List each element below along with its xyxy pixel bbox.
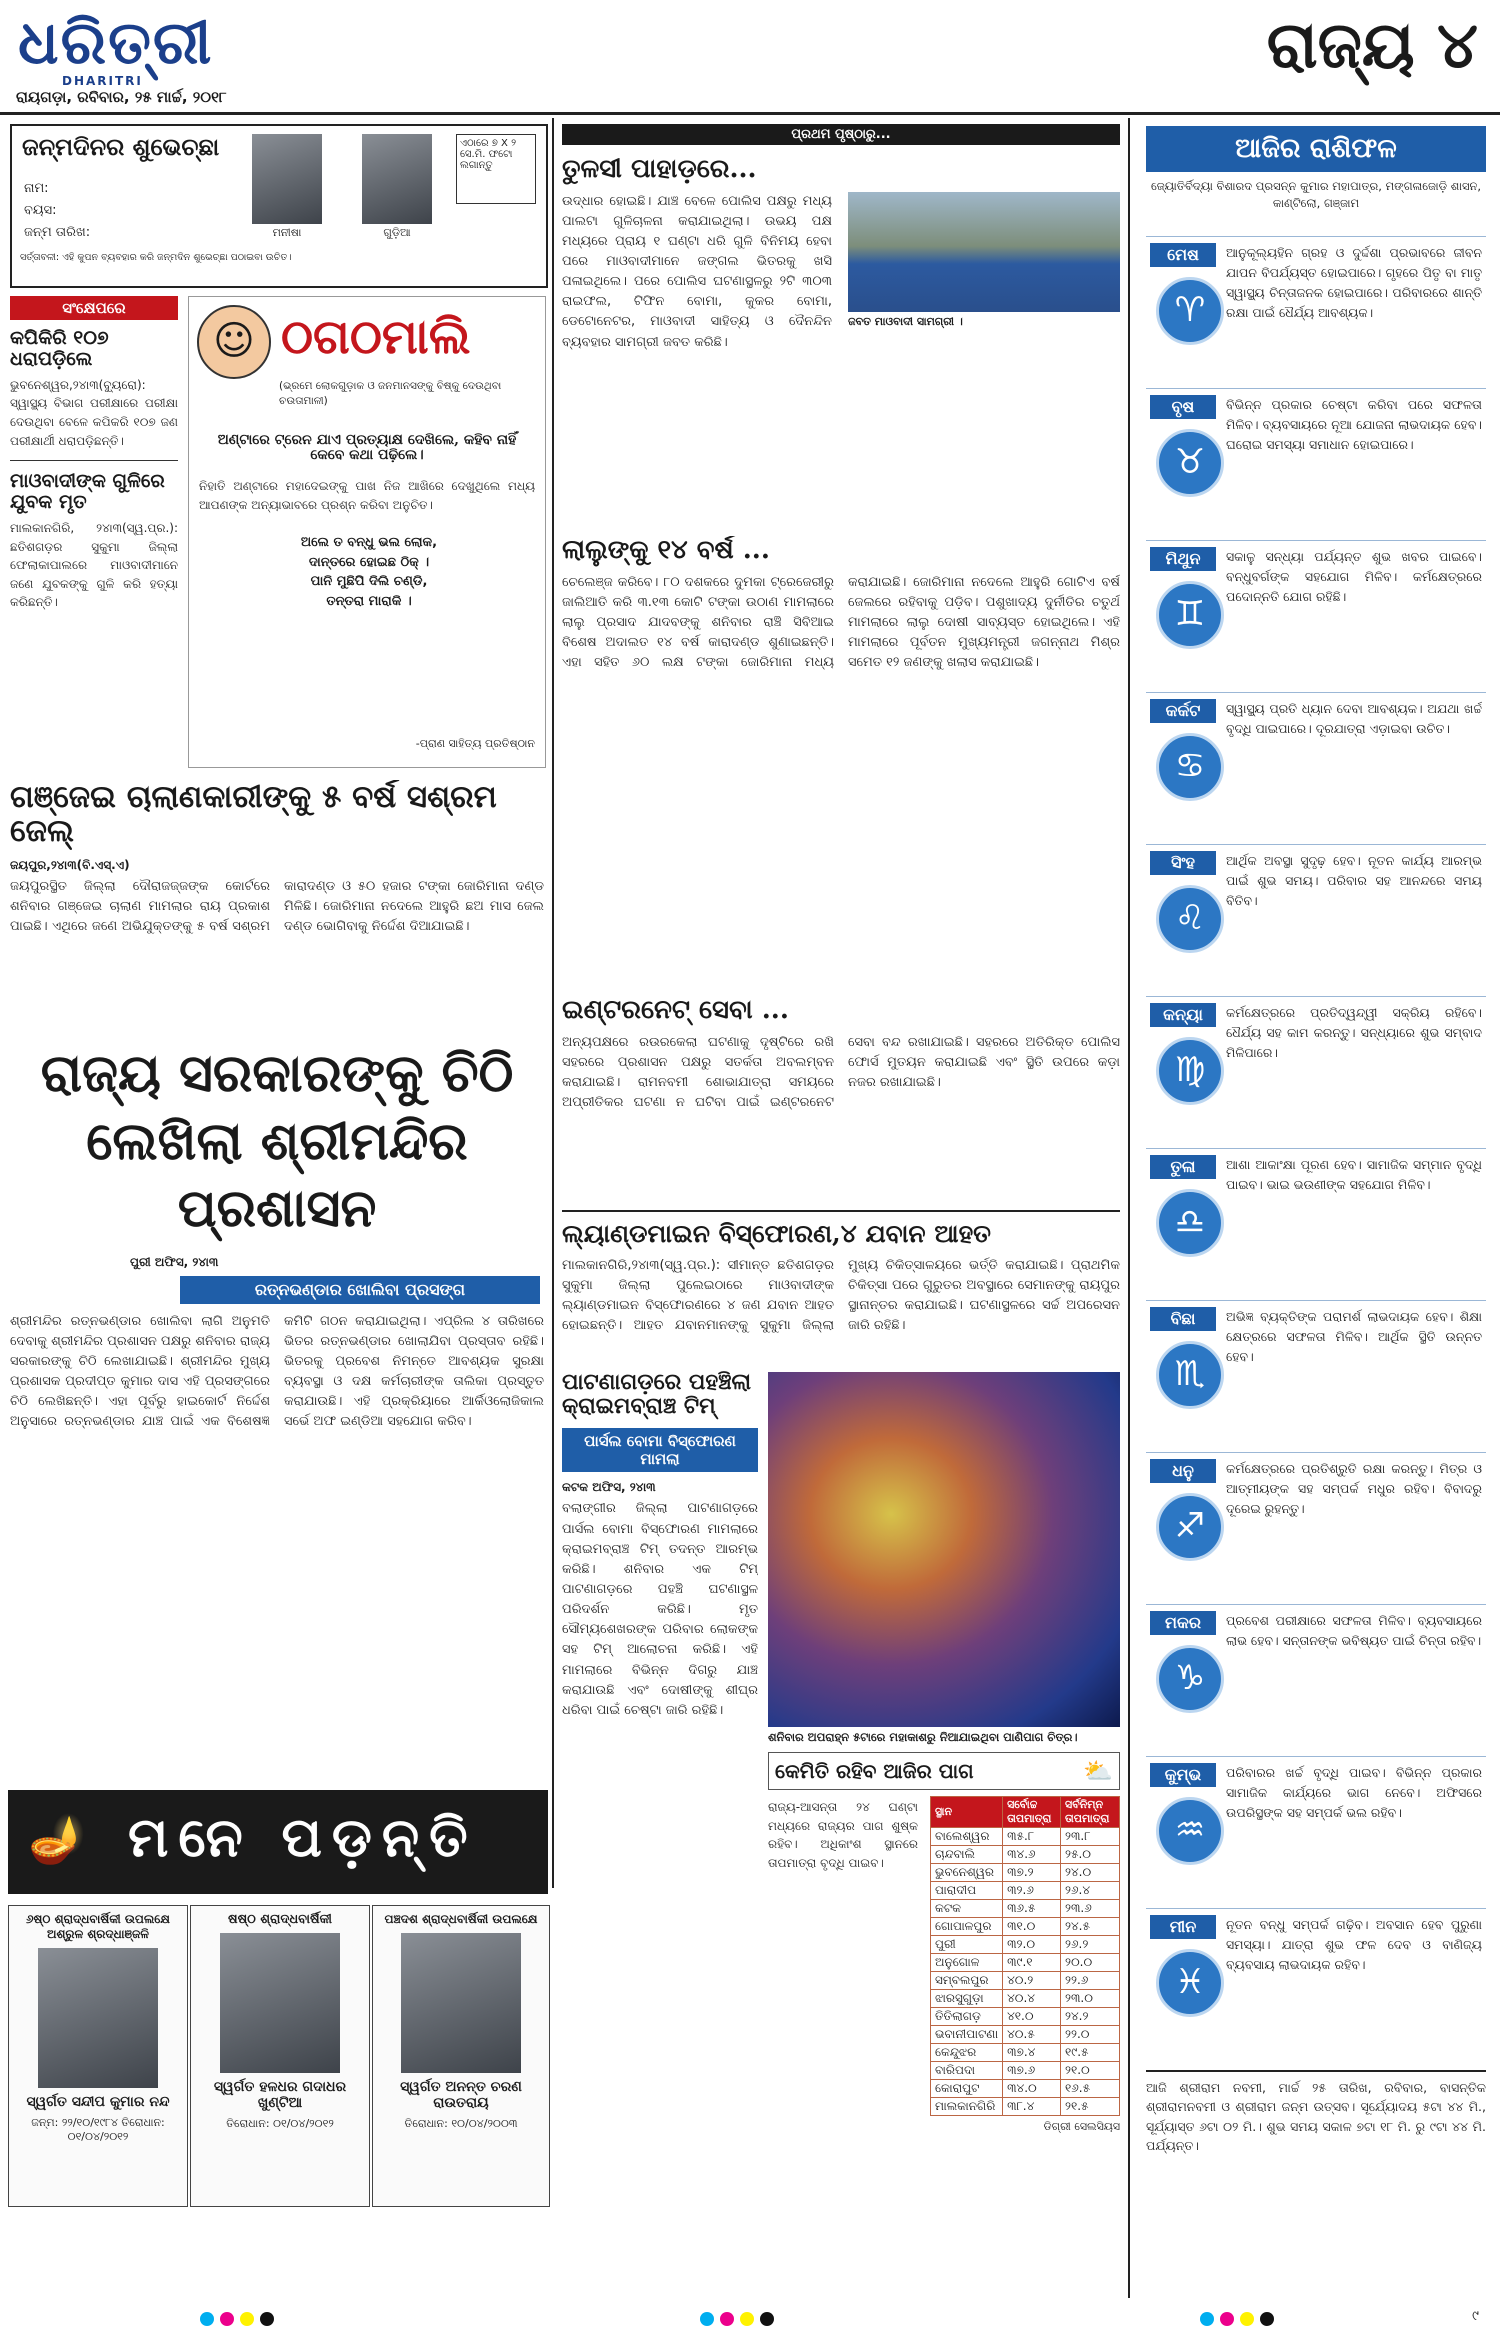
zodiac-sign-card (1146, 540, 1486, 691)
registration-mark (240, 2312, 254, 2326)
weather-cell: ଭୁବନେଶ୍ୱର (931, 1864, 1003, 1882)
memorial-photo (38, 1948, 158, 2088)
photo-caption: ଜବତ ମାଓବାଦୀ ସାମଗ୍ରୀ । (848, 314, 963, 328)
weather-cell: ୩୭.୬ (1003, 2062, 1061, 2080)
landmine-text: ମାଲକାନଗିରି,୨୪ା୩(ସ୍ୱ.ପ୍ର.): ସୀମାନ୍ତ ଛତିଶଗଡ଼ର ସୁକୁମା ଜିଲ୍ଲା ପୁଲେଇଠାରେ ମାଓବାଦୀଙ୍କ ଲ୍ୟାଣ୍ଡମାଇନ ବିସ୍ଫୋରଣରେ ୪ ଜଣ ଯବାନ ଆହତ ହୋଇଛନ୍ତି। ଆହତ ଯବାନମାନଙ୍କୁ ସୁକୁମା ଜିଲ୍ଲା ମୁଖ୍ୟ ଚିକିତ୍ସାଳୟରେ ଭର୍ତ୍ତି କରାଯାଇଛି। ପ୍ରାଥମିକ ଚିକିତ୍ସା ପରେ ଗୁରୁତର ଅବସ୍ଥାରେ ସେମାନଙ୍କୁ ରାୟପୁର ସ୍ଥାନାନ୍ତର କରାଯାଇଛି। ଘଟଣାସ୍ଥଳରେ ସର୍ଚ୍ଚ ଅପରେସନ ଜାରି ରହିଛି। (562, 1257, 1120, 1333)
lalu-text: ଚେଲେଞ୍ଜ କରିବେ। ୮୦ ଦଶକରେ ଦୁମକା ଟ୍ରେଜେରୀରୁ ଜାଲିଆତି କରି ୩.୧୩ କୋଟି ଟଙ୍କା ଉଠାଣ ମାମଲାରେ ଲାଲୁ ପ୍ରସାଦ ଯାଦବଙ୍କୁ ଶନିବାର ରାଞ୍ଚି ସିବିଆଇ ବିଶେଷ ଅଦାଲତ ୧୪ ବର୍ଷ କାରାଦଣ୍ଡ ଶୁଣାଇଛନ୍ତି। ଏହା ସହିତ ୬୦ ଲକ୍ଷ ଟଙ୍କା ଜୋରିମାନା ମଧ୍ୟ କରାଯାଇଛି। ଜୋରିମାନା ନଦେଲେ ଆହୁରି ଗୋଟିଏ ବର୍ଷ ଜେଲରେ ରହିବାକୁ ପଡ଼ିବ। ପଶୁଖାଦ୍ୟ ଦୁର୍ନୀତିର ଚତୁର୍ଥ ମାମଲାରେ ଲାଲୁ ଦୋଷୀ ସାବ୍ୟସ୍ତ ହୋଇଥିଲେ। ଏହି ମାମଲାରେ ପୂର୍ବତନ ମୁଖ୍ୟମନ୍ତ୍ରୀ ଜଗନ୍ନାଥ ମିଶ୍ର ସମେତ ୧୨ ଜଣଙ୍କୁ ଖଲାସ କରାଯାଇଛି। (562, 574, 1120, 671)
dateline: ରାୟଗଡ଼ା, ରବିବାର, ୨୫ ମାର୍ଚ୍ଚ, ୨୦୧୮ (16, 88, 227, 106)
weather-table-body (931, 1828, 1120, 2116)
weather-footer: ଡିଗ୍ରୀ ସେଲସିୟସ (1043, 2120, 1120, 2133)
zodiac-sign-name: ମକର (1150, 1611, 1216, 1635)
tulsi-photo-block (848, 192, 1120, 332)
memorial-name: ସ୍ୱର୍ଗତ ଅନନ୍ତ ଚରଣ ରାଉତରାୟ (400, 2079, 522, 2111)
zodiac-sign-card (1146, 1908, 1486, 2059)
weather-col-header: ସ୍ଥାନ (931, 1797, 1003, 1828)
weather-row (931, 1900, 1120, 1918)
lead-headline: ରାଜ୍ୟ ସରକାରଙ୍କୁ ଚିଠି ଲେଖିଲା ଶ୍ରୀମନ୍ଦିର ପ୍ରଶାସନ (40, 1043, 514, 1240)
cartoon-text: ନିହାତି ଅଣ୍ଟାରେ ମହାଦେଇଙ୍କୁ ପାଖ ନିଜ ଆଖିରେ ଦେଖୁଥିଲେ ମଧ୍ୟ ଆପଣଙ୍କ ଅନ୍ୟାଭାବରେ ପ୍ରଶ୍ନ କରିବା ଅନୁଚିତ। (199, 479, 535, 512)
zodiac-forecast: ଅଭିଜ୍ଞ ବ୍ୟକ୍ତିଙ୍କ ପରାମର୍ଶ ଲାଭଦାୟକ ହେବ। ଶିକ୍ଷା କ୍ଷେତ୍ରରେ ସଫଳତା ମିଳିବ। ଆର୍ଥିକ ସ୍ଥିତି ଉନ୍ନତ ହେବ। (1226, 1309, 1482, 1364)
cartoon-verse (249, 533, 489, 611)
weather-row (931, 1972, 1120, 1990)
registration-mark (700, 2312, 714, 2326)
weather-row (931, 2044, 1120, 2062)
cartoon-headline: ଅଣ୍ଟାରେ ଟ୍ରେନ ଯାଏ ପ୍ରତ୍ୟାକ୍ଷ ଦେଖିଲେ, କହିବ ନାହିଁ କେବେ କଥା ପଢ଼ିଲେ। (217, 432, 517, 464)
zodiac-sign-card (1146, 1148, 1486, 1299)
zodiac-sign-card (1146, 236, 1486, 387)
registration-mark (260, 2312, 274, 2326)
zodiac-sign-icon: ♏ (1156, 1341, 1224, 1409)
weather-cell: ୩୭.୪ (1003, 2044, 1061, 2062)
lead-subhead: ରତ୍ନଭଣ୍ଡାର ଖୋଲିବା ପ୍ରସଙ୍ଗ (180, 1276, 540, 1304)
zodiac-sign-icon: ♓ (1156, 1949, 1224, 2017)
weather-cell: ୨୪.୨ (1061, 2008, 1120, 2026)
lead-text: ଶ୍ରୀମନ୍ଦିର ରତ୍ନଭଣ୍ଡାର ଖୋଲିବା ଲାଗି ଅନୁମତି ଦେବାକୁ ଶ୍ରୀମନ୍ଦିର ପ୍ରଶାସନ ପକ୍ଷରୁ ଶନିବାର ରାଜ୍ୟ ସରକାରଙ୍କୁ ଚିଠି ଲେଖାଯାଇଛି। ଶ୍ରୀମନ୍ଦିର ମୁଖ୍ୟ ପ୍ରଶାସକ ପ୍ରଦୀପ୍ତ କୁମାର ଦାସ ଏହି ପ୍ରସଙ୍ଗରେ ଚିଠି ଲେଖିଛନ୍ତି। ଏହା ପୂର୍ବରୁ ହାଇକୋର୍ଟ ନିର୍ଦ୍ଦେଶ ଅନୁସାରେ ରତ୍ନଭଣ୍ଡାର ଯାଞ୍ଚ ପାଇଁ ଏକ ବିଶେଷଜ୍ଞ କମିଟି ଗଠନ କରାଯାଇଥିଲା। ଏପ୍ରିଲ ୪ ତାରିଖରେ ଭିତର ରତ୍ନଭଣ୍ଡାର ଖୋଲାଯିବା ପ୍ରସ୍ତାବ ରହିଛି। ଭିତରକୁ ପ୍ରବେଶ ନିମନ୍ତେ ଆବଶ୍ୟକ ସୁରକ୍ଷା ବ୍ୟବସ୍ଥା ଓ ଦକ୍ଷ କର୍ମଚାରୀଙ୍କ ତାଲିକା ପ୍ରସ୍ତୁତ କରାଯାଉଛି। ଏହି ପ୍ରକ୍ରିୟାରେ ଆର୍କିଓଲୋଜିକାଲ ସର୍ଭେ ଅଫ ଇଣ୍ଡିଆ ସହଯୋଗ କରିବ। (10, 1313, 544, 1430)
panchang-text: ଆଜି ଶ୍ରୀରାମ ନବମୀ, ମାର୍ଚ୍ଚ ୨୫ ତାରିଖ, ରବିବାର, ବାସନ୍ତିକ ଶ୍ରୀରାମନବମୀ ଓ ଶ୍ରୀରାମ ଜନ୍ମ ଉତ୍ସବ। ସୂର୍ଯ୍ୟୋଦୟ ୫ଟା ୪୪ ମି., ସୂର୍ଯ୍ୟାସ୍ତ ୬ଟା ୦୨ ମି.। ଶୁଭ ସମୟ ସକାଳ ୭ଟା ୧୮ ମି. ରୁ ୯ଟା ୪୪ ମି. ପର୍ଯ୍ୟନ୍ତ। (1146, 2070, 1486, 2298)
page-number: ୯ (1472, 2308, 1479, 2324)
weather-row (931, 2080, 1120, 2098)
weather-cell: ୨୪.୫ (1061, 1918, 1120, 1936)
registration-mark (220, 2312, 234, 2326)
zodiac-sign-name: ମୀନ (1150, 1915, 1216, 1939)
story-headline: ଗଞ୍ଜେଇ ଚାଲାଣକାରୀଙ୍କୁ ୫ ବର୍ଷ ସଶ୍ରମ ଜେଲ୍ (10, 780, 497, 850)
lalu-headline: ଲାଲୁଙ୍କୁ ୧୪ ବର୍ଷ ... (562, 536, 770, 565)
zodiac-sign-name: କର୍କଟ (1150, 699, 1216, 723)
weather-col-header: ସର୍ବୋଚ୍ଚ ତାପମାତ୍ରା (1003, 1797, 1061, 1828)
registration-mark (1260, 2312, 1274, 2326)
zodiac-sign-name: ସିଂହ (1150, 851, 1216, 875)
weather-cell: ବାରିପଦା (931, 2062, 1003, 2080)
weather-cell: ୨୧.୫ (1061, 2098, 1120, 2116)
zodiac-sign-card (1146, 388, 1486, 539)
memorial-detail: ଜନ୍ମ: ୨୨/୧୦/୧୯୮୪ ତିରୋଧାନ: ୦୧/୦୪/୨୦୧୨ (31, 2116, 165, 2143)
sun-cloud-icon: ⛅ (1083, 1757, 1113, 1785)
weather-cell: ୨୪.୦ (1061, 1864, 1120, 1882)
zodiac-forecast: ଆଶା ଆକାଂକ୍ଷା ପୂରଣ ହେବ। ସାମାଜିକ ସମ୍ମାନ ବୃଦ୍ଧି ପାଇବ। ଭାଇ ଭଉଣୀଙ୍କ ସହଯୋଗ ମିଳିବ। (1226, 1157, 1482, 1192)
weather-cell: ଚାନ୍ଦବାଲି (931, 1846, 1003, 1864)
lamp-icon: 🪔 (28, 1812, 86, 1866)
page-label: ରାଜ୍ୟ ୪ (1266, 8, 1478, 83)
zodiac-sign-card (1146, 1756, 1486, 1907)
child-photo (362, 134, 432, 224)
column-divider (1128, 118, 1130, 2298)
weather-cell: ଗୋପାଳପୁର (931, 1918, 1003, 1936)
weather-cell: ପାରାଦୀପ (931, 1882, 1003, 1900)
weather-cell: ୪୧.୦ (1003, 2008, 1061, 2026)
internet-headline: ଇଣ୍ଟରନେଟ୍ ସେବା ... (562, 996, 789, 1025)
cartoon-title: ଠଗଠମାଲି (281, 309, 471, 365)
weather-cell: ୩୪.୬ (1003, 1846, 1061, 1864)
continued-kicker: ପ୍ରଥମ ପୃଷ୍ଠାରୁ... (562, 124, 1120, 145)
weather-cell: ୨୩.୬ (1061, 1900, 1120, 1918)
weather-cell: ମାଲକାନଗିରି (931, 2098, 1003, 2116)
weather-table (930, 1796, 1120, 2116)
birthday-field: ବୟସ: (24, 203, 57, 218)
weather-row (931, 1918, 1120, 1936)
zodiac-sign-name: କନ୍ୟା (1150, 1003, 1216, 1027)
zodiac-forecast: ବିଭିନ୍ନ ପ୍ରକାର ଚେଷ୍ଟା କରିବା ପରେ ସଫଳତା ମିଳିବ। ବ୍ୟବସାୟରେ ନୂଆ ଯୋଜନା ଲାଭଦାୟକ ହେବ। ଘରୋଇ ସମସ୍ୟା ସମାଧାନ ହୋଇପାରେ। (1226, 397, 1482, 452)
birthday-terms: ସର୍ତ୍ତାବଳୀ: ଏହି କୁପନ ବ୍ୟବହାର କରି ଜନ୍ମଦିନ ଶୁଭେଚ୍ଛା ପଠାଇବା ଉଚିତ। (20, 252, 292, 263)
memorial-occasion: ପଞ୍ଚଦଶ ଶ୍ରାଦ୍ଧବାର୍ଷିକୀ ଉପଲକ୍ଷେ (384, 1912, 538, 1926)
birthday-fields (24, 178, 90, 244)
zodiac-sign-name: କୁମ୍ଭ (1150, 1763, 1216, 1787)
zodiac-sign-icon: ♈ (1156, 277, 1224, 345)
zodiac-sign-icon: ♑ (1156, 1645, 1224, 1713)
weather-cell: ୩୭.୨ (1003, 1864, 1061, 1882)
weather-cell: ୨୬.୨ (1061, 1936, 1120, 1954)
verse-line: ତନ୍ତରା ମାରାକି । (326, 593, 412, 609)
weather-cell: ୨୫.୦ (1061, 1846, 1120, 1864)
photo-placeholder-note: ଏଠାରେ ୭ X ୨ ସେ.ମି. ଫଟୋ ଲଗାନ୍ତୁ (456, 134, 536, 204)
weather-cell: ୩୧.୦ (1003, 1918, 1061, 1936)
weather-col-header: ସର୍ବନିମ୍ନ ତାପମାତ୍ରା (1061, 1797, 1120, 1828)
zodiac-forecast: ସକାଳୁ ସନ୍ଧ୍ୟା ପର୍ଯ୍ୟନ୍ତ ଶୁଭ ଖବର ପାଇବେ। ବନ୍ଧୁବର୍ଗଙ୍କ ସହଯୋଗ ମିଳିବ। କର୍ମକ୍ଷେତ୍ରରେ ପଦୋନ୍ନତି ଯୋଗ ରହିଛି। (1226, 549, 1482, 604)
verse-line: ଅଲେ ତ ବନ୍ଧୁ ଭଲ ଲୋକ, (300, 535, 438, 550)
zodiac-sign-card (1146, 996, 1486, 1147)
zodiac-forecast: ପ୍ରବେଶ ପରୀକ୍ଷାରେ ସଫଳତା ମିଳିବ। ବ୍ୟବସାୟରେ ଲାଭ ହେବ। ସନ୍ତାନଙ୍କ ଭବିଷ୍ୟତ ପାଇଁ ଚିନ୍ତା ରହିବ। (1226, 1613, 1482, 1648)
registration-mark (200, 2312, 214, 2326)
column-divider (552, 118, 554, 1888)
story-dateline: ଜୟପୁର,୨୪ା୩(ବି.ଏସ୍.ଏ) (10, 858, 130, 873)
weather-cell: ୨୦.୦ (1061, 1954, 1120, 1972)
briefs-column (10, 296, 178, 766)
zodiac-sign-card (1146, 1300, 1486, 1451)
birthday-field: ଜନ୍ମ ତାରିଖ: (24, 225, 91, 240)
zodiac-forecast: ପରିବାରର ଖର୍ଚ୍ଚ ବୃଦ୍ଧି ପାଇବ। ବିଭିନ୍ନ ପ୍ରକାର ସାମାଜିକ କାର୍ଯ୍ୟରେ ଭାଗ ନେବେ। ଅଫିସରେ ଉପରିସ୍ଥଙ୍କ ସହ ସମ୍ପର୍କ ଭଲ ରହିବ। (1226, 1765, 1482, 1820)
memorial-card (190, 1905, 370, 2207)
lalu-story (562, 536, 1120, 996)
horoscope-banner (1146, 126, 1486, 172)
weather-row (931, 2008, 1120, 2026)
zodiac-sign-icon: ♌ (1156, 885, 1224, 953)
ganja-story (10, 780, 544, 1020)
astrologer-credit: ଜ୍ୟୋତିର୍ବିଦ୍ୟା ବିଶାରଦ ପ୍ରସନ୍ନ କୁମାର ମହାପାତ୍ର, ମଙ୍ଗଳାଜୋଡ଼ି ଶାସନ, କାଣ୍ଟିଲୋ, ଗଞ୍ଜାମ (1150, 179, 1482, 211)
weather-cell: ତିତିଲାଗଡ଼ (931, 2008, 1003, 2026)
verse-line: ପାନି ମୁଛିପି ଦିଲି ଚଣ୍ଡି, (310, 574, 428, 589)
zodiac-sign-card (1146, 1604, 1486, 1755)
weather-row (931, 1882, 1120, 1900)
newspaper-logo: ଧରିତ୍ରୀ (18, 8, 214, 78)
weather-cell: କଟକ (931, 1900, 1003, 1918)
child-photo (252, 134, 322, 224)
cartoon-subtitle: (ଭ୍ରମେ ଲୋକଗୁଡ଼ାକ ଓ ଜନମାନସଙ୍କୁ ବିଷ୍କୁ ଦେଉଥିବା ଚଉତାମାଳୀ) (279, 380, 502, 407)
weather-cell: ବାଲେଶ୍ୱର (931, 1828, 1003, 1846)
child-name: ମନୀଷା (272, 226, 302, 239)
internet-text: ଅନ୍ୟପକ୍ଷରେ ରଉରକେଲା ଘଟଣାକୁ ଦୃଷ୍ଟିରେ ରଖି ସହରରେ ପ୍ରଶାସନ ପକ୍ଷରୁ ସତର୍କତା ଅବଲମ୍ବନ କରାଯାଇଛି। ରାମନବମୀ ଶୋଭାଯାତ୍ରା ସମୟରେ ଅପ୍ରୀତିକର ଘଟଣା ନ ଘଟିବା ପାଇଁ ଇଣ୍ଟରନେଟ ସେବା ବନ୍ଦ ରଖାଯାଇଛି। ସହରରେ ଅତିରିକ୍ତ ପୋଲିସ ଫୋର୍ସ ମୁତୟନ କରାଯାଇଛି ଏବଂ ସ୍ଥିତି ଉପରେ କଡ଼ା ନଜର ରଖାଯାଇଛି। (562, 1034, 1120, 1111)
registration-mark (1220, 2312, 1234, 2326)
brief-headline: କପିକିରି ୧୦୭ ଧରାପଡ଼ିଲେ (10, 327, 109, 370)
weather-row (931, 2062, 1120, 2080)
weather-cell: ସମ୍ବଲପୁର (931, 1972, 1003, 1990)
registration-mark (740, 2312, 754, 2326)
verse-line: ଦାନ୍ତରେ ହୋଇଛ ଠିକ୍ । (308, 554, 430, 570)
zodiac-sign-icon: ♉ (1156, 429, 1224, 497)
cartoon-face-icon: ☺ (197, 305, 271, 379)
zodiac-sign-icon: ♋ (1156, 733, 1224, 801)
zodiac-sign-card (1146, 1452, 1486, 1603)
crime-subhead: ପାର୍ସଲ ବୋମା ବିସ୍ଫୋରଣ ମାମଲା (562, 1428, 758, 1472)
masthead (0, 0, 1500, 115)
memorial-photo (401, 1933, 521, 2073)
internet-story (562, 996, 1120, 1196)
brief-text: ମାଲକାନଗିରି, ୨୪ା୩(ସ୍ୱ.ପ୍ର.): ଛତିଶଗଡ଼ର ସୁକୁମା ଜିଲ୍ଲା ଫେଲାକାପାଲରେ ମାଓବାଦୀମାନେ ଜଣେ ଯୁବକଙ୍କୁ ଗୁଳି କରି ହତ୍ୟା କରିଛନ୍ତି। (10, 520, 178, 610)
registration-mark (720, 2312, 734, 2326)
registration-mark (1240, 2312, 1254, 2326)
memorial-detail: ତିରୋଧାନ: ୧୦/୦୪/୨୦୦୩ (404, 2117, 518, 2130)
zodiac-sign-icon: ♐ (1156, 1493, 1224, 1561)
memorial-card (8, 1905, 188, 2207)
zodiac-sign-name: ଧନୁ (1150, 1459, 1216, 1483)
landmine-headline: ଲ୍ୟାଣ୍ଡମାଇନ ବିସ୍ଫୋରଣ,୪ ଯବାନ ଆହତ (562, 1219, 991, 1248)
weather-row (931, 1828, 1120, 1846)
memorial-name: ସ୍ୱର୍ଗତ ସନ୍ଦୀପ କୁମାର ନନ୍ଦ (26, 2094, 170, 2110)
weather-cell: ୧୬.୫ (1061, 2080, 1120, 2098)
newspaper-logo-english: DHARITRI (62, 74, 143, 88)
zodiac-sign-icon: ♍ (1156, 1037, 1224, 1105)
memorial-name: ସ୍ୱର୍ଗତ ହଳଧର ଗଦାଧର ଖୁଣ୍ଟିଆ (213, 2079, 347, 2111)
weather-cell: କୋରାପୁଟ (931, 2080, 1003, 2098)
satellite-weather-image (768, 1372, 1120, 1727)
horoscope-title: ଆଜିର ରାଶିଫଳ (1235, 133, 1397, 164)
brief-headline: ମାଓବାଦୀଙ୍କ ଗୁଳିରେ ଯୁବକ ମୃତ (10, 470, 165, 514)
weather-row (931, 1954, 1120, 1972)
zodiac-sign-icon: ♊ (1156, 581, 1224, 649)
memorial-occasion: ଷଷ୍ଠ ଶ୍ରାଦ୍ଧବାର୍ଷିକୀ (227, 1912, 332, 1927)
weather-cell: ୨୩.୦ (1061, 1990, 1120, 2008)
weather-row (931, 2098, 1120, 2116)
satellite-caption: ଶନିବାର ଅପରାହ୍ନ ୫ଟାରେ ମହାକାଶରୁ ନିଆଯାଇଥିବା ପାଣିପାଗ ଚିତ୍ର। (768, 1730, 1078, 1744)
memorial-occasion: ୬ଷ୍ଠ ଶ୍ରାଦ୍ଧବାର୍ଷିକୀ ଉପଲକ୍ଷେ ଅଶ୍ରୁଳ ଶ୍ରଦ୍ଧାଞ୍ଜଳି (26, 1912, 170, 1941)
memorial-detail: ତିରୋଧାନ: ୦୧/୦୪/୨୦୧୨ (226, 2117, 334, 2130)
weather-cell: ୩୮.୪ (1003, 2098, 1061, 2116)
landmine-story (562, 1210, 1120, 1362)
weather-cell: ୧୯.୫ (1061, 2044, 1120, 2062)
story-text: ଜୟପୁରସ୍ଥିତ ଜିଲ୍ଲା ଦୌରାଜଜ୍ଜଙ୍କ କୋର୍ଟରେ ଶନିବାର ଗଞ୍ଜେଇ ଚାଲାଣ ମାମଲାର ରାୟ ପ୍ରକାଶ ପାଇଛି। ଏଥିରେ ଜଣେ ଅଭିଯୁକ୍ତଙ୍କୁ ୫ ବର୍ଷ ସଶ୍ରମ କାରାଦଣ୍ଡ ଓ ୫୦ ହଜାର ଟଙ୍କା ଜୋରିମାନା ଦଣ୍ଡ ମିଳିଛି। ଜୋରିମାନା ନଦେଲେ ଆହୁରି ଛଅ ମାସ ଜେଲ ଦଣ୍ଡ ଭୋଗିବାକୁ ନିର୍ଦ୍ଦେଶ ଦିଆଯାଇଛି। (10, 879, 544, 935)
zodiac-forecast: ନୂତନ ବନ୍ଧୁ ସମ୍ପର୍କ ଗଢ଼ିବ। ଅବସାନ ହେବ ପୁରୁଣା ସମସ୍ୟା। ଯାତ୍ରା ଶୁଭ ଫଳ ଦେବ ଓ ବାଣିଜ୍ୟ ବ୍ୟବସାୟ ଲାଭଦାୟକ ରହିବ। (1226, 1917, 1482, 1972)
zodiac-sign-icon: ♒ (1156, 1797, 1224, 1865)
weather-cell: ୩୯.୧ (1003, 1954, 1061, 1972)
birthday-coupon (10, 124, 548, 288)
weather-row (931, 1846, 1120, 1864)
weather-cell: ୪୦.୨ (1003, 1972, 1061, 1990)
zodiac-sign-name: ତୁଳା (1150, 1155, 1216, 1179)
registration-mark (1200, 2312, 1214, 2326)
zodiac-forecast: ଆର୍ଥିକ ଅବସ୍ଥା ସୁଦୃଢ଼ ହେବ। ନୂତନ କାର୍ଯ୍ୟ ଆରମ୍ଭ ପାଇଁ ଶୁଭ ସମୟ। ପରିବାର ସହ ଆନନ୍ଦରେ ସମୟ ବିତିବ। (1226, 853, 1482, 908)
weather-row (931, 2026, 1120, 2044)
zodiac-forecast: ଆନୁକୂଲ୍ୟହିନ ଗ୍ରହ ଓ ଦୁର୍ଦ୍ଦଶା ପ୍ରଭାବରେ ଜୀବନ ଯାପନ ବିପର୍ଯ୍ୟସ୍ତ ହୋଇପାରେ। ଗୃହରେ ପିତୃ ବା ମାତୃ ସ୍ୱାସ୍ଥ୍ୟ ଚିନ୍ତାଜନକ ହୋଇପାରେ। ପରିବାରରେ ଶାନ୍ତି ରକ୍ଷା ପାଇଁ ଧୈର୍ଯ୍ୟ ଆବଶ୍ୟକ। (1226, 245, 1482, 320)
weather-cell: ୩୫.୮ (1003, 1828, 1061, 1846)
zodiac-forecast: ସ୍ୱାସ୍ଥ୍ୟ ପ୍ରତି ଧ୍ୟାନ ଦେବା ଆବଶ୍ୟକ। ଅଯଥା ଖର୍ଚ୍ଚ ବୃଦ୍ଧି ପାଇପାରେ। ଦୂରଯାତ୍ରା ଏଡ଼ାଇବା ଉଚିତ। (1226, 701, 1482, 736)
weather-box (768, 1752, 1120, 2292)
tulsi-story (562, 124, 1120, 534)
weather-cell: ୪୦.୫ (1003, 2026, 1061, 2044)
weather-text: ରାଜ୍ୟ-ଆସନ୍ତା ୨୪ ଘଣ୍ଟା ମଧ୍ୟରେ ରାଜ୍ୟର ପାଗ ଶୁଷ୍କ ରହିବ। ଅଧିକାଂଶ ସ୍ଥାନରେ ତାପମାତ୍ରା ବୃଦ୍ଧି ପାଇବ। (768, 1800, 918, 1870)
weather-row (931, 1936, 1120, 1954)
cartoon-credit: -ପ୍ରାଣ ସାହିତ୍ୟ ପ୍ରତିଷ୍ଠାନ (415, 737, 535, 750)
lead-story (10, 1040, 544, 1600)
weather-cell: ୩୨.୦ (1003, 1936, 1061, 1954)
memorial-photo (220, 1933, 340, 2073)
weather-cell: ୪୦.୪ (1003, 1990, 1061, 2008)
weather-cell: ୩୬.୫ (1003, 1900, 1061, 1918)
weather-cell: ଝାରସୁଗୁଡ଼ା (931, 1990, 1003, 2008)
tulsi-text: ଉଦ୍ଧାର ହୋଇଛି। ଯାଞ୍ଚ ବେଳେ ପୋଲିସ ପକ୍ଷରୁ ମଧ୍ୟ ପାଲଟା ଗୁଳିଚାଳନା କରାଯାଇଥିଲା। ଉଭୟ ପକ୍ଷ ମଧ୍ୟରେ ପ୍ରାୟ ୧ ଘଣ୍ଟା ଧରି ଗୁଳି ବିନିମୟ ହେବା ପରେ ମାଓବାଦୀମାନେ ଜଙ୍ଗଲ ଭିତରକୁ ଖସି ପଳାଇଥିଲେ। ପରେ ପୋଲିସ ଘଟଣାସ୍ଥଳରୁ ୨ଟି ୩୦୩ ରାଇଫଲ, ଟିଫିନ ବୋମା, କୁକର ବୋମା, ଡେଟୋନେଟର, ମାଓବାଦୀ ସାହିତ୍ୟ ଓ ଦୈନନ୍ଦିନ ବ୍ୟବହାର ସାମଗ୍ରୀ ଜବତ କରିଛି। (562, 193, 832, 350)
briefs-tag: ସଂକ୍ଷେପରେ (10, 296, 178, 320)
weather-cell: ୩୪.୦ (1003, 2080, 1061, 2098)
zodiac-sign-name: ବୃଷ (1150, 395, 1216, 419)
zodiac-sign-name: ମିଥୁନ (1150, 547, 1216, 571)
weather-cell: ୨୨.୦ (1061, 2026, 1120, 2044)
crime-story (562, 1370, 758, 2275)
weather-cell: ୨୨.୬ (1061, 1972, 1120, 1990)
weather-cell: ୨୬.୪ (1061, 1882, 1120, 1900)
zodiac-sign-icon: ♎ (1156, 1189, 1224, 1257)
crime-dateline: କଟକ ଅଫିସ, ୨୪ା୩ (562, 1480, 656, 1495)
lead-dateline: ପୁରୀ ଅଫିସ, ୨୪ା୩ (130, 1254, 219, 1269)
memorial-banner (8, 1790, 548, 1894)
weather-cell: କେନ୍ଦୁଝର (931, 2044, 1003, 2062)
zodiac-sign-name: ମେଷ (1150, 243, 1216, 267)
zodiac-forecast: କର୍ମକ୍ଷେତ୍ରରେ ପ୍ରତିଦ୍ୱନ୍ଦ୍ୱୀ ସକ୍ରିୟ ରହିବେ। ଧୈର୍ଯ୍ୟ ସହ କାମ କରନ୍ତୁ। ସନ୍ଧ୍ୟାରେ ଶୁଭ ସମ୍ବାଦ ମିଳିପାରେ। (1226, 1005, 1482, 1060)
seized-items-photo (848, 192, 1120, 312)
weather-cell: ପୁରୀ (931, 1936, 1003, 1954)
birthday-field: ନାମ: (24, 181, 49, 196)
tulsi-headline: ତୁଳସୀ ପାହାଡ଼ରେ... (562, 154, 757, 184)
weather-cell: ୩୨.୬ (1003, 1882, 1061, 1900)
memorial-title: ମନେ ପଡ଼ନ୍ତି (128, 1805, 478, 1869)
weather-row (931, 1990, 1120, 2008)
crime-headline: ପାଟଣାଗଡ଼ରେ ପହଞ୍ଚିଲା କ୍ରାଇମବ୍ରାଞ୍ଚ ଟିମ୍ (562, 1370, 752, 1420)
brief-text: ଭୁବନେଶ୍ୱର,୨୪ା୩(ବ୍ୟୁରୋ): ସ୍ୱାସ୍ଥ୍ୟ ବିଭାଗ ପରୀକ୍ଷାରେ ପରୀକ୍ଷା ଦେଉଥିବା ବେଳେ କପିକରି ୧୦୭ ଜଣ ପରୀକ୍ଷାର୍ଥୀ ଧରାପଡ଼ିଛନ୍ତି। (10, 377, 178, 448)
zodiac-sign-name: ବିଛା (1150, 1307, 1216, 1331)
weather-cell: ୨୩.୮ (1061, 1828, 1120, 1846)
birthday-title: ଜନ୍ମଦିନର ଶୁଭେଚ୍ଛା (22, 132, 220, 161)
zodiac-sign-card (1146, 692, 1486, 843)
weather-header (768, 1752, 1120, 1790)
weather-title: କେମିତି ରହିବ ଆଜିର ପାଗ (775, 1759, 974, 1783)
registration-mark (760, 2312, 774, 2326)
cartoon-column (188, 296, 546, 768)
zodiac-sign-card (1146, 844, 1486, 995)
weather-row (931, 1864, 1120, 1882)
memorial-card (372, 1905, 550, 2207)
weather-cell: ଅନୁଗୋଳ (931, 1954, 1003, 1972)
zodiac-forecast: କର୍ମକ୍ଷେତ୍ରରେ ପ୍ରତିଶ୍ରୁତି ରକ୍ଷା କରନ୍ତୁ। ମିତ୍ର ଓ ଆତ୍ମୀୟଙ୍କ ସହ ସମ୍ପର୍କ ମଧୁର ରହିବ। ବିବାଦରୁ ଦୂରେଇ ରୁହନ୍ତୁ। (1226, 1461, 1482, 1516)
crime-text: ବଲାଙ୍ଗୀର ଜିଲ୍ଲା ପାଟଣାଗଡ଼ରେ ପାର୍ସଲ ବୋମା ବିସ୍ଫୋରଣ ମାମଲାରେ କ୍ରାଇମବ୍ରାଞ୍ଚ ଟିମ୍ ତଦନ୍ତ ଆରମ୍ଭ କରିଛି। ଶନିବାର ଏକ ଟିମ୍ ପାଟଣାଗଡ଼ରେ ପହଞ୍ଚି ଘଟଣାସ୍ଥଳ ପରିଦର୍ଶନ କରିଛି। ମୃତ ସୌମ୍ୟଶେଖରଙ୍କ ପରିବାର ଲୋକଙ୍କ ସହ ଟିମ୍ ଆଲୋଚନା କରିଛି। ଏହି ମାମଲାରେ ବିଭିନ୍ନ ଦିଗରୁ ଯାଞ୍ଚ କରାଯାଉଛି ଏବଂ ଦୋଷୀଙ୍କୁ ଶୀଘ୍ର ଧରିବା ପାଇଁ ଚେଷ୍ଟା ଜାରି ରହିଛି। (562, 1501, 758, 1718)
weather-cell: ଭବାନୀପାଟଣା (931, 2026, 1003, 2044)
weather-cell: ୨୧.୦ (1061, 2062, 1120, 2080)
child-name: ଗୁଡ଼ିଆ (383, 226, 411, 239)
